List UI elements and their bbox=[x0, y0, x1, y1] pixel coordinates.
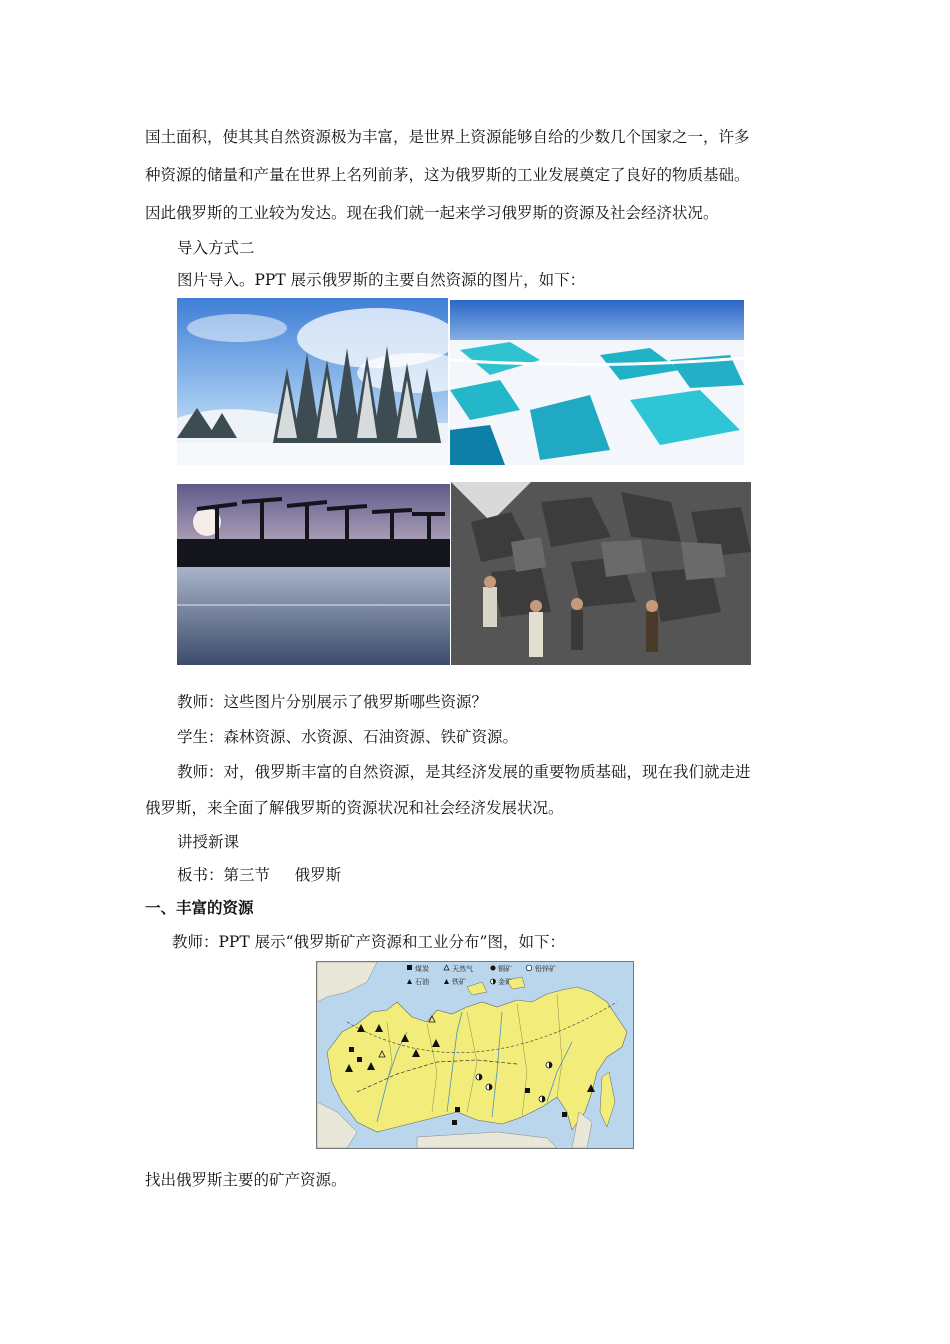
teacher-map-intro: 教师：PPT 展示“俄罗斯矿产资源和工业分布”图，如下： bbox=[172, 933, 565, 951]
iron-ore-photo bbox=[451, 482, 751, 665]
legend-coal: 煤炭 bbox=[415, 965, 429, 973]
paragraph-line: 种资源的储量和产量在世界上名列前茅，这为俄罗斯的工业发展奠定了良好的物质基础。 bbox=[145, 166, 750, 184]
intro2-text: 图片导入。PPT 展示俄罗斯的主要自然资源的图片，如下： bbox=[177, 271, 586, 289]
legend-iron: 铁矿 bbox=[452, 978, 466, 986]
legend-gas: 天然气 bbox=[452, 965, 473, 973]
snow-forest-photo bbox=[177, 298, 448, 465]
ice-lake-photo bbox=[450, 300, 744, 465]
legend-copper: 铜矿 bbox=[498, 965, 512, 973]
section-heading: 一、丰富的资源 bbox=[145, 899, 254, 917]
paragraph-line: 国土面积，使其其自然资源极为丰富，是世界上资源能够自给的少数几个国家之一，许多 bbox=[145, 128, 750, 146]
paragraph-line: 因此俄罗斯的工业较为发达。现在我们就一起来学习俄罗斯的资源及社会经济状况。 bbox=[145, 204, 719, 222]
teacher-statement-cont: 俄罗斯，来全面了解俄罗斯的资源状况和社会经济发展状况。 bbox=[145, 799, 564, 817]
task-text: 找出俄罗斯主要的矿产资源。 bbox=[145, 1171, 347, 1189]
legend-leadzinc: 铅锌矿 bbox=[535, 965, 556, 973]
legend-oil: 石油 bbox=[415, 978, 429, 986]
subheading-intro2: 导入方式二 bbox=[177, 239, 255, 257]
student-answer: 学生：森林资源、水资源、石油资源、铁矿资源。 bbox=[177, 728, 519, 746]
russia-mineral-map bbox=[316, 961, 634, 1149]
russia-landmass bbox=[327, 987, 627, 1132]
legend-gold: 金矿 bbox=[498, 978, 512, 986]
teacher-statement: 教师：对，俄罗斯丰富的自然资源，是其经济发展的重要物质基础，现在我们就走进 bbox=[177, 763, 751, 781]
new-lesson-label: 讲授新课 bbox=[177, 833, 240, 851]
teacher-question: 教师：这些图片分别展示了俄罗斯哪些资源？ bbox=[177, 693, 488, 711]
board-writing: 板书：第三节 俄罗斯 bbox=[177, 866, 342, 884]
oil-pumps-photo bbox=[177, 484, 450, 665]
